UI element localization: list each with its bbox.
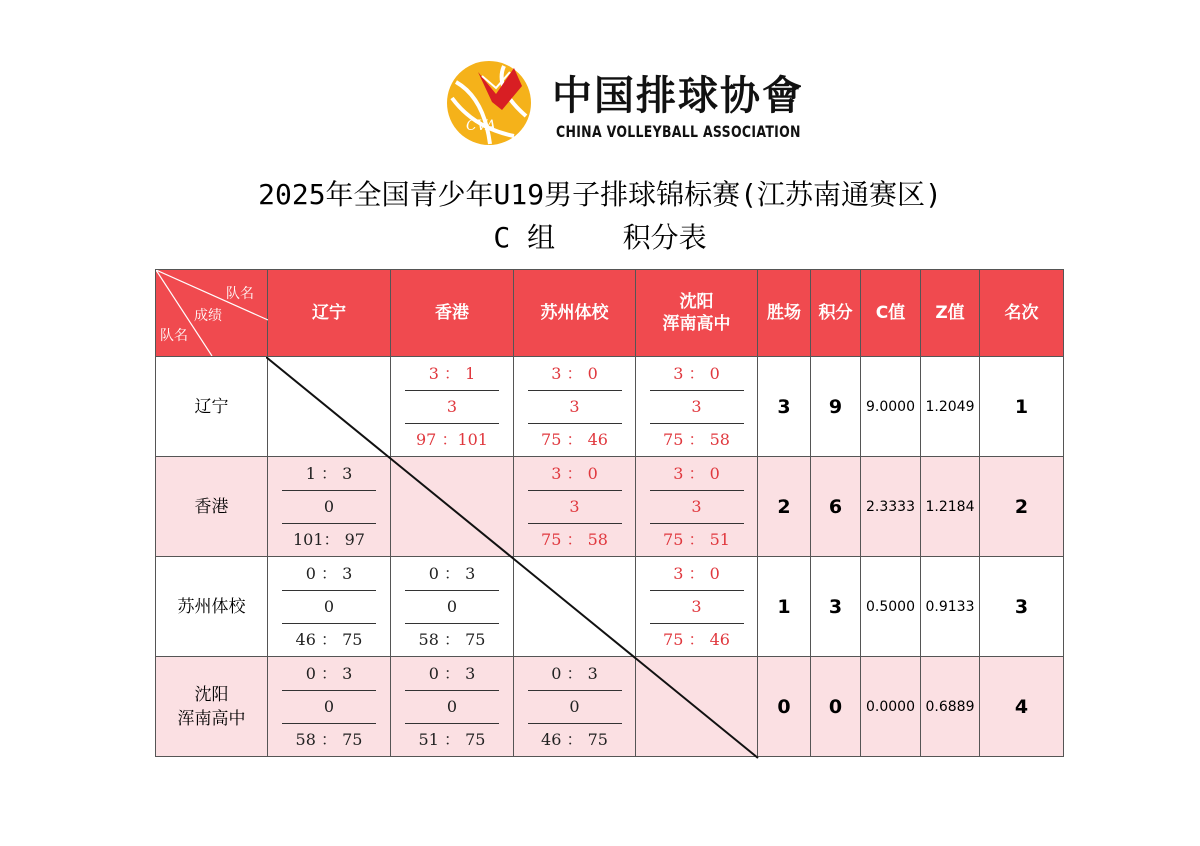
points-value: 6	[811, 457, 861, 557]
volleyball-logo-icon	[444, 58, 534, 148]
z-value: 1.2049	[921, 357, 980, 457]
points-value: 0	[811, 657, 861, 757]
match-points: 3	[650, 591, 744, 624]
match-points: 0	[528, 691, 622, 724]
match-sets: 0 ： 3	[282, 658, 376, 691]
rank-value: 1	[980, 357, 1064, 457]
header-rank: 名次	[980, 270, 1064, 357]
logo-badge-text: CVA	[466, 118, 496, 134]
row-team-name: 沈阳 浑南高中	[156, 657, 268, 757]
header-c-value: C值	[861, 270, 921, 357]
match-rally-score: 75 ： 58	[541, 529, 608, 549]
match-points: 3	[650, 391, 744, 424]
wins-value: 2	[758, 457, 811, 557]
match-sets: 1 ： 3	[282, 458, 376, 491]
match-points: 0	[282, 691, 376, 724]
match-sets: 0 ： 3	[528, 658, 622, 691]
cva-logo	[444, 58, 804, 150]
logo-english-name: CHINA VOLLEYBALL ASSOCIATION	[556, 122, 801, 141]
row-team-name: 苏州体校	[156, 557, 268, 657]
c-value: 0.5000	[861, 557, 921, 657]
match-rally-score: 75 ： 51	[663, 529, 730, 549]
c-value: 0.0000	[861, 657, 921, 757]
header-team-3: 苏州体校	[514, 270, 636, 357]
z-value: 0.6889	[921, 657, 980, 757]
c-value: 2.3333	[861, 457, 921, 557]
match-rally-score: 75 ： 46	[663, 629, 730, 649]
page-title: 2025年全国青少年U19男子排球锦标赛(江苏南通赛区)	[258, 178, 942, 211]
match-rally-score: 58 ： 75	[295, 729, 363, 749]
header-team-1: 辽宁	[268, 270, 391, 357]
corner-header	[156, 270, 268, 357]
match-sets: 3 ： 0	[650, 358, 744, 391]
match-sets: 0 ： 3	[405, 558, 499, 591]
z-value: 1.2184	[921, 457, 980, 557]
wins-value: 1	[758, 557, 811, 657]
c-value: 9.0000	[861, 357, 921, 457]
match-rally-score: 51 ： 75	[418, 729, 486, 749]
match-sets: 3 ： 1	[405, 358, 499, 391]
page-subtitle: C 组 积分表	[493, 221, 707, 254]
match-rally-score: 58 ： 75	[418, 629, 486, 649]
match-points: 3	[528, 491, 622, 524]
rank-value: 4	[980, 657, 1064, 757]
header-team-2: 香港	[391, 270, 514, 357]
rank-value: 2	[980, 457, 1064, 557]
logo-chinese-name: 中国排球协會	[552, 72, 804, 119]
match-sets: 3 ： 0	[528, 458, 622, 491]
corner-team-label-top: 队名	[226, 286, 254, 302]
row-team-name: 香港	[156, 457, 268, 557]
header-points: 积分	[811, 270, 861, 357]
header-row	[156, 270, 1064, 357]
match-points: 0	[282, 491, 376, 524]
match-rally-score: 101： 97	[293, 529, 365, 549]
match-points: 3	[650, 491, 744, 524]
header-wins: 胜场	[758, 270, 811, 357]
corner-team-label-bottom: 队名	[160, 328, 188, 344]
wins-value: 0	[758, 657, 811, 757]
z-value: 0.9133	[921, 557, 980, 657]
match-sets: 3 ： 0	[650, 458, 744, 491]
match-rally-score: 46 ： 75	[541, 729, 608, 749]
header-team-4: 沈阳 浑南高中	[636, 270, 758, 357]
match-points: 3	[405, 391, 499, 424]
match-sets: 0 ： 3	[282, 558, 376, 591]
points-value: 9	[811, 357, 861, 457]
match-rally-score: 97 ：101	[416, 429, 488, 449]
match-sets: 3 ： 0	[528, 358, 622, 391]
corner-result-label: 成绩	[194, 308, 222, 324]
match-rally-score: 75 ： 58	[663, 429, 730, 449]
match-rally-score: 75 ： 46	[541, 429, 608, 449]
match-points: 0	[282, 591, 376, 624]
match-sets: 3 ： 0	[650, 558, 744, 591]
rank-value: 3	[980, 557, 1064, 657]
match-sets: 0 ： 3	[405, 658, 499, 691]
header-z-value: Z值	[921, 270, 980, 357]
match-rally-score: 46 ： 75	[295, 629, 363, 649]
match-points: 0	[405, 691, 499, 724]
diagonal-line	[266, 357, 759, 759]
wins-value: 3	[758, 357, 811, 457]
match-points: 0	[405, 591, 499, 624]
match-points: 3	[528, 391, 622, 424]
row-team-name: 辽宁	[156, 357, 268, 457]
points-value: 3	[811, 557, 861, 657]
